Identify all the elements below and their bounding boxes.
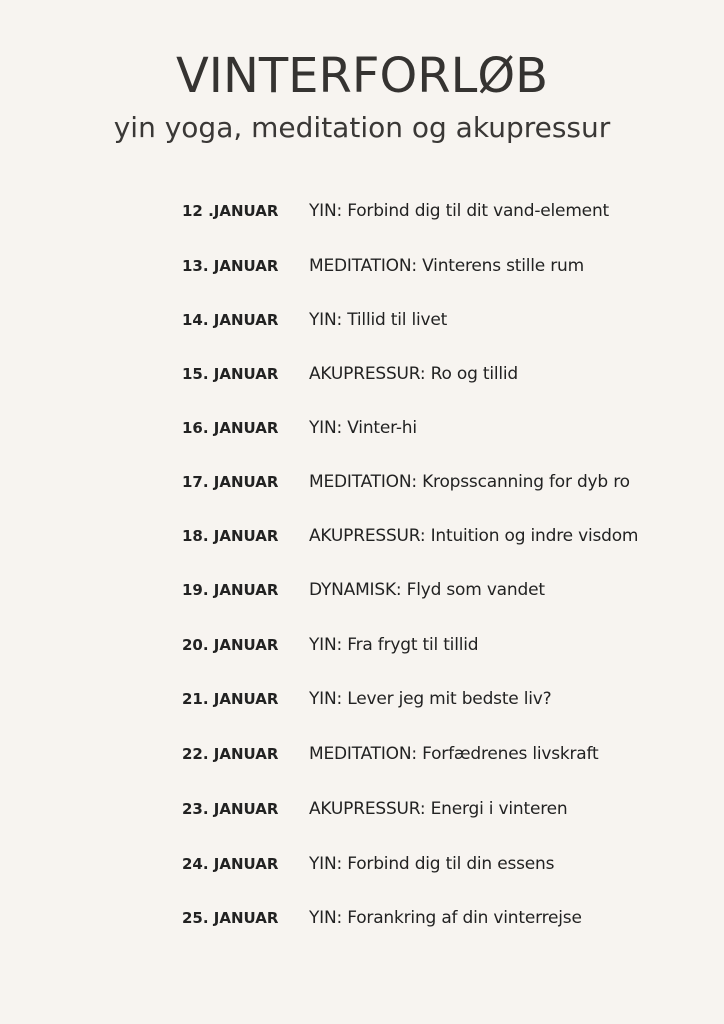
schedule-row <box>0 741 724 767</box>
schedule-row <box>0 307 724 333</box>
schedule-row <box>0 632 724 658</box>
schedule-row <box>0 523 724 549</box>
schedule-row <box>0 851 724 877</box>
schedule-date: 25. JANUAR <box>182 909 279 927</box>
schedule-row <box>0 361 724 387</box>
schedule-session: MEDITATION: Forfædrenes livskraft <box>309 744 599 764</box>
schedule-session: YIN: Forbind dig til din essens <box>309 854 555 874</box>
schedule-row <box>0 796 724 822</box>
schedule-session: YIN: Tillid til livet <box>309 310 448 330</box>
schedule-date: 23. JANUAR <box>182 800 279 818</box>
schedule-session: AKUPRESSUR: Energi i vinteren <box>309 799 568 819</box>
schedule-date: 16. JANUAR <box>182 419 279 437</box>
schedule-row <box>0 198 724 224</box>
schedule-row <box>0 253 724 279</box>
schedule-date: 12 .JANUAR <box>182 202 279 220</box>
schedule-session: YIN: Forbind dig til dit vand-element <box>309 201 609 221</box>
schedule-session: AKUPRESSUR: Intuition og indre visdom <box>309 526 639 546</box>
schedule-row <box>0 577 724 603</box>
schedule-session: YIN: Fra frygt til tillid <box>309 635 479 655</box>
schedule-date: 18. JANUAR <box>182 527 279 545</box>
schedule-date: 15. JANUAR <box>182 365 279 383</box>
schedule-session: AKUPRESSUR: Ro og tillid <box>309 364 519 384</box>
schedule-session: YIN: Forankring af din vinterrejse <box>309 908 582 928</box>
schedule-row <box>0 905 724 931</box>
schedule-date: 17. JANUAR <box>182 473 279 491</box>
schedule-date: 19. JANUAR <box>182 581 279 599</box>
schedule-date: 24. JANUAR <box>182 855 279 873</box>
schedule-date: 21. JANUAR <box>182 690 279 708</box>
schedule-row <box>0 415 724 441</box>
schedule-date: 14. JANUAR <box>182 311 279 329</box>
schedule-date: 20. JANUAR <box>182 636 279 654</box>
page-title: VINTERFORLØB <box>175 48 549 104</box>
schedule-row <box>0 686 724 712</box>
schedule-session: DYNAMISK: Flyd som vandet <box>309 580 545 600</box>
schedule-session: YIN: Lever jeg mit bedste liv? <box>309 689 552 709</box>
schedule-date: 13. JANUAR <box>182 257 279 275</box>
schedule-session: MEDITATION: Vinterens stille rum <box>309 256 584 276</box>
schedule-row <box>0 469 724 495</box>
schedule-session: MEDITATION: Kropsscanning for dyb ro <box>309 472 630 492</box>
page-subtitle: yin yoga, meditation og akupressur <box>113 111 611 144</box>
schedule-date: 22. JANUAR <box>182 745 279 763</box>
schedule-session: YIN: Vinter-hi <box>309 418 417 438</box>
